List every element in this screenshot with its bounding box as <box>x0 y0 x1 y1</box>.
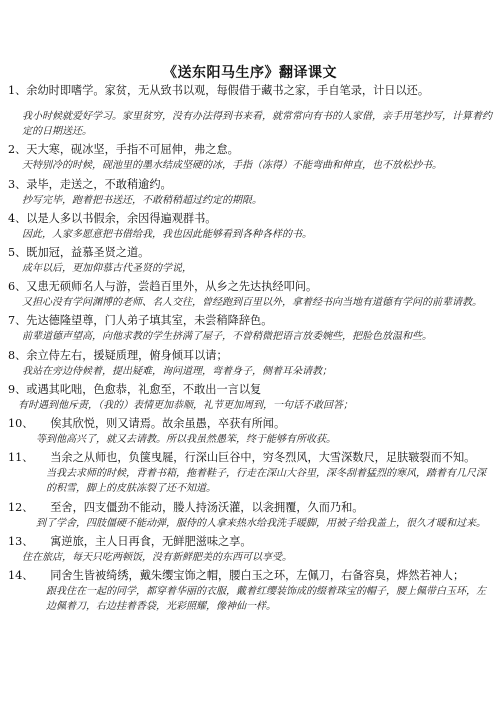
translation-text: 因此，人家多愿意把书借给我，我也因此能够看到各种各样的书。 <box>22 228 312 240</box>
list-item <box>8 415 494 447</box>
translation-text: 当我去求师的时候，背着书箱，拖着鞋子，行走在深山大谷里，深冬刮着猛烈的寒风，踏着有几尺深的积雪，脚上的皮肤冻裂了还不知道。 <box>46 468 486 495</box>
translation-text: 抄写完毕，跑着把书送还，不敢稍稍超过约定的期限。 <box>22 194 262 206</box>
translation-text: 到了学舍，四肢僵硬不能动弹，服侍的人拿来热水给我洗手暖脚，用被子给我盖上，很久才暖和过来。 <box>36 517 486 529</box>
list-item <box>8 533 494 565</box>
original-text: 3、录毕，走送之，不敢稍逾约。 <box>8 177 172 191</box>
original-text: 12、 至舍，四支僵劲不能动，媵人持汤沃灌，以衾拥覆，久而乃和。 <box>8 500 364 514</box>
translation-text: 又担心没有学问渊博的老师、名人交往，曾经跑到百里以外，拿着经书向当地有道德有学问的前辈请教。 <box>22 297 482 309</box>
list-item <box>8 82 494 139</box>
original-text: 5、既加冠，益慕圣贤之道。 <box>8 246 150 260</box>
page-title: 《送东阳马生序》翻译课文 <box>163 65 337 81</box>
translation-text: 等到他高兴了，就又去请教。所以我虽然愚笨，终于能够有所收获。 <box>36 434 336 446</box>
original-text: 14、 同舍生皆被绮绣，戴朱缨宝饰之帽，腰白玉之环，左佩刀，右备容臭，烨然若神人； <box>8 569 465 583</box>
original-text: 13、 寓逆旅，主人日再食，无鲜肥滋味之享。 <box>8 534 252 548</box>
document-body <box>8 82 494 616</box>
list-item <box>8 312 494 344</box>
translation-text: 住在旅店，每天只吃两顿饭，没有新鲜肥美的东西可以享受。 <box>22 551 292 563</box>
original-text: 1、余幼时即嗜学。家贫，无从致书以观，每假借于藏书之家，手自笔录，计日以还。 <box>8 84 430 97</box>
list-item <box>8 499 494 531</box>
list-item <box>8 244 494 276</box>
original-text: 2、天大寒，砚冰坚，手指不可屈伸，弗之怠。 <box>8 143 239 157</box>
list-item <box>8 141 494 173</box>
original-text: 9、或遇其叱咄，色愈恭，礼愈至，不敢出一言以复 <box>8 382 262 396</box>
translation-text: 有时遇到他斥责，（我的）表情更加恭顺，礼节更加周到，一句话不敢回答； <box>18 399 353 411</box>
original-text: 8、余立侍左右，援疑质理，俯身倾耳以请； <box>8 348 228 362</box>
translation-text: 我站在旁边侍候着，提出疑难，询问道理，弯着身子，侧着耳朵请教； <box>22 365 332 377</box>
original-text: 4、以是人多以书假余，余因得遍观群书。 <box>8 211 217 225</box>
original-text: 10、 俟其欣悦，则又请焉。故余虽愚，卒获有所闻。 <box>8 417 286 431</box>
original-text: 6、又患无硕师名人与游，尝趋百里外，从乡之先达执经叩问。 <box>8 280 318 294</box>
translation-text: 成年以后，更加仰慕古代圣贤的学说， <box>22 263 192 275</box>
translation-text: 前辈道德声望高，向他求教的学生挤满了屋子，不曾稍微把语言放委婉些，把脸色放温和些。 <box>22 331 432 343</box>
translation-text: 天特别冷的时候，砚池里的墨水结成坚硬的冰，手指（冻得）不能弯曲和伸直，也不放松抄书。 <box>22 160 442 172</box>
list-item <box>8 381 494 413</box>
original-text: 7、先达德隆望尊，门人弟子填其室，未尝稍降辞色。 <box>8 314 273 328</box>
original-text: 11、 当余之从师也，负箧曳屣，行深山巨谷中，穷冬烈风，大雪深数尺，足肤皲裂而不知。 <box>8 451 476 465</box>
list-item <box>8 210 494 242</box>
list-item <box>8 347 494 379</box>
translation-text: 跟我住在一起的同学，都穿着华丽的衣服，戴着红缨装饰成的缀着珠宝的帽子，腰上佩带白玉环，左边佩着刀，右边挂着香袋，光彩照耀，像神仙一样。 <box>46 586 486 613</box>
list-item <box>8 567 494 614</box>
list-item <box>8 176 494 208</box>
list-item <box>8 449 494 496</box>
translation-text: 我小时候就爱好学习。家里贫穷，没有办法得到书来看，就常常向有书的人家借，亲手用笔抄写，计算着约定的日期送还。 <box>22 111 492 138</box>
list-item <box>8 278 494 310</box>
